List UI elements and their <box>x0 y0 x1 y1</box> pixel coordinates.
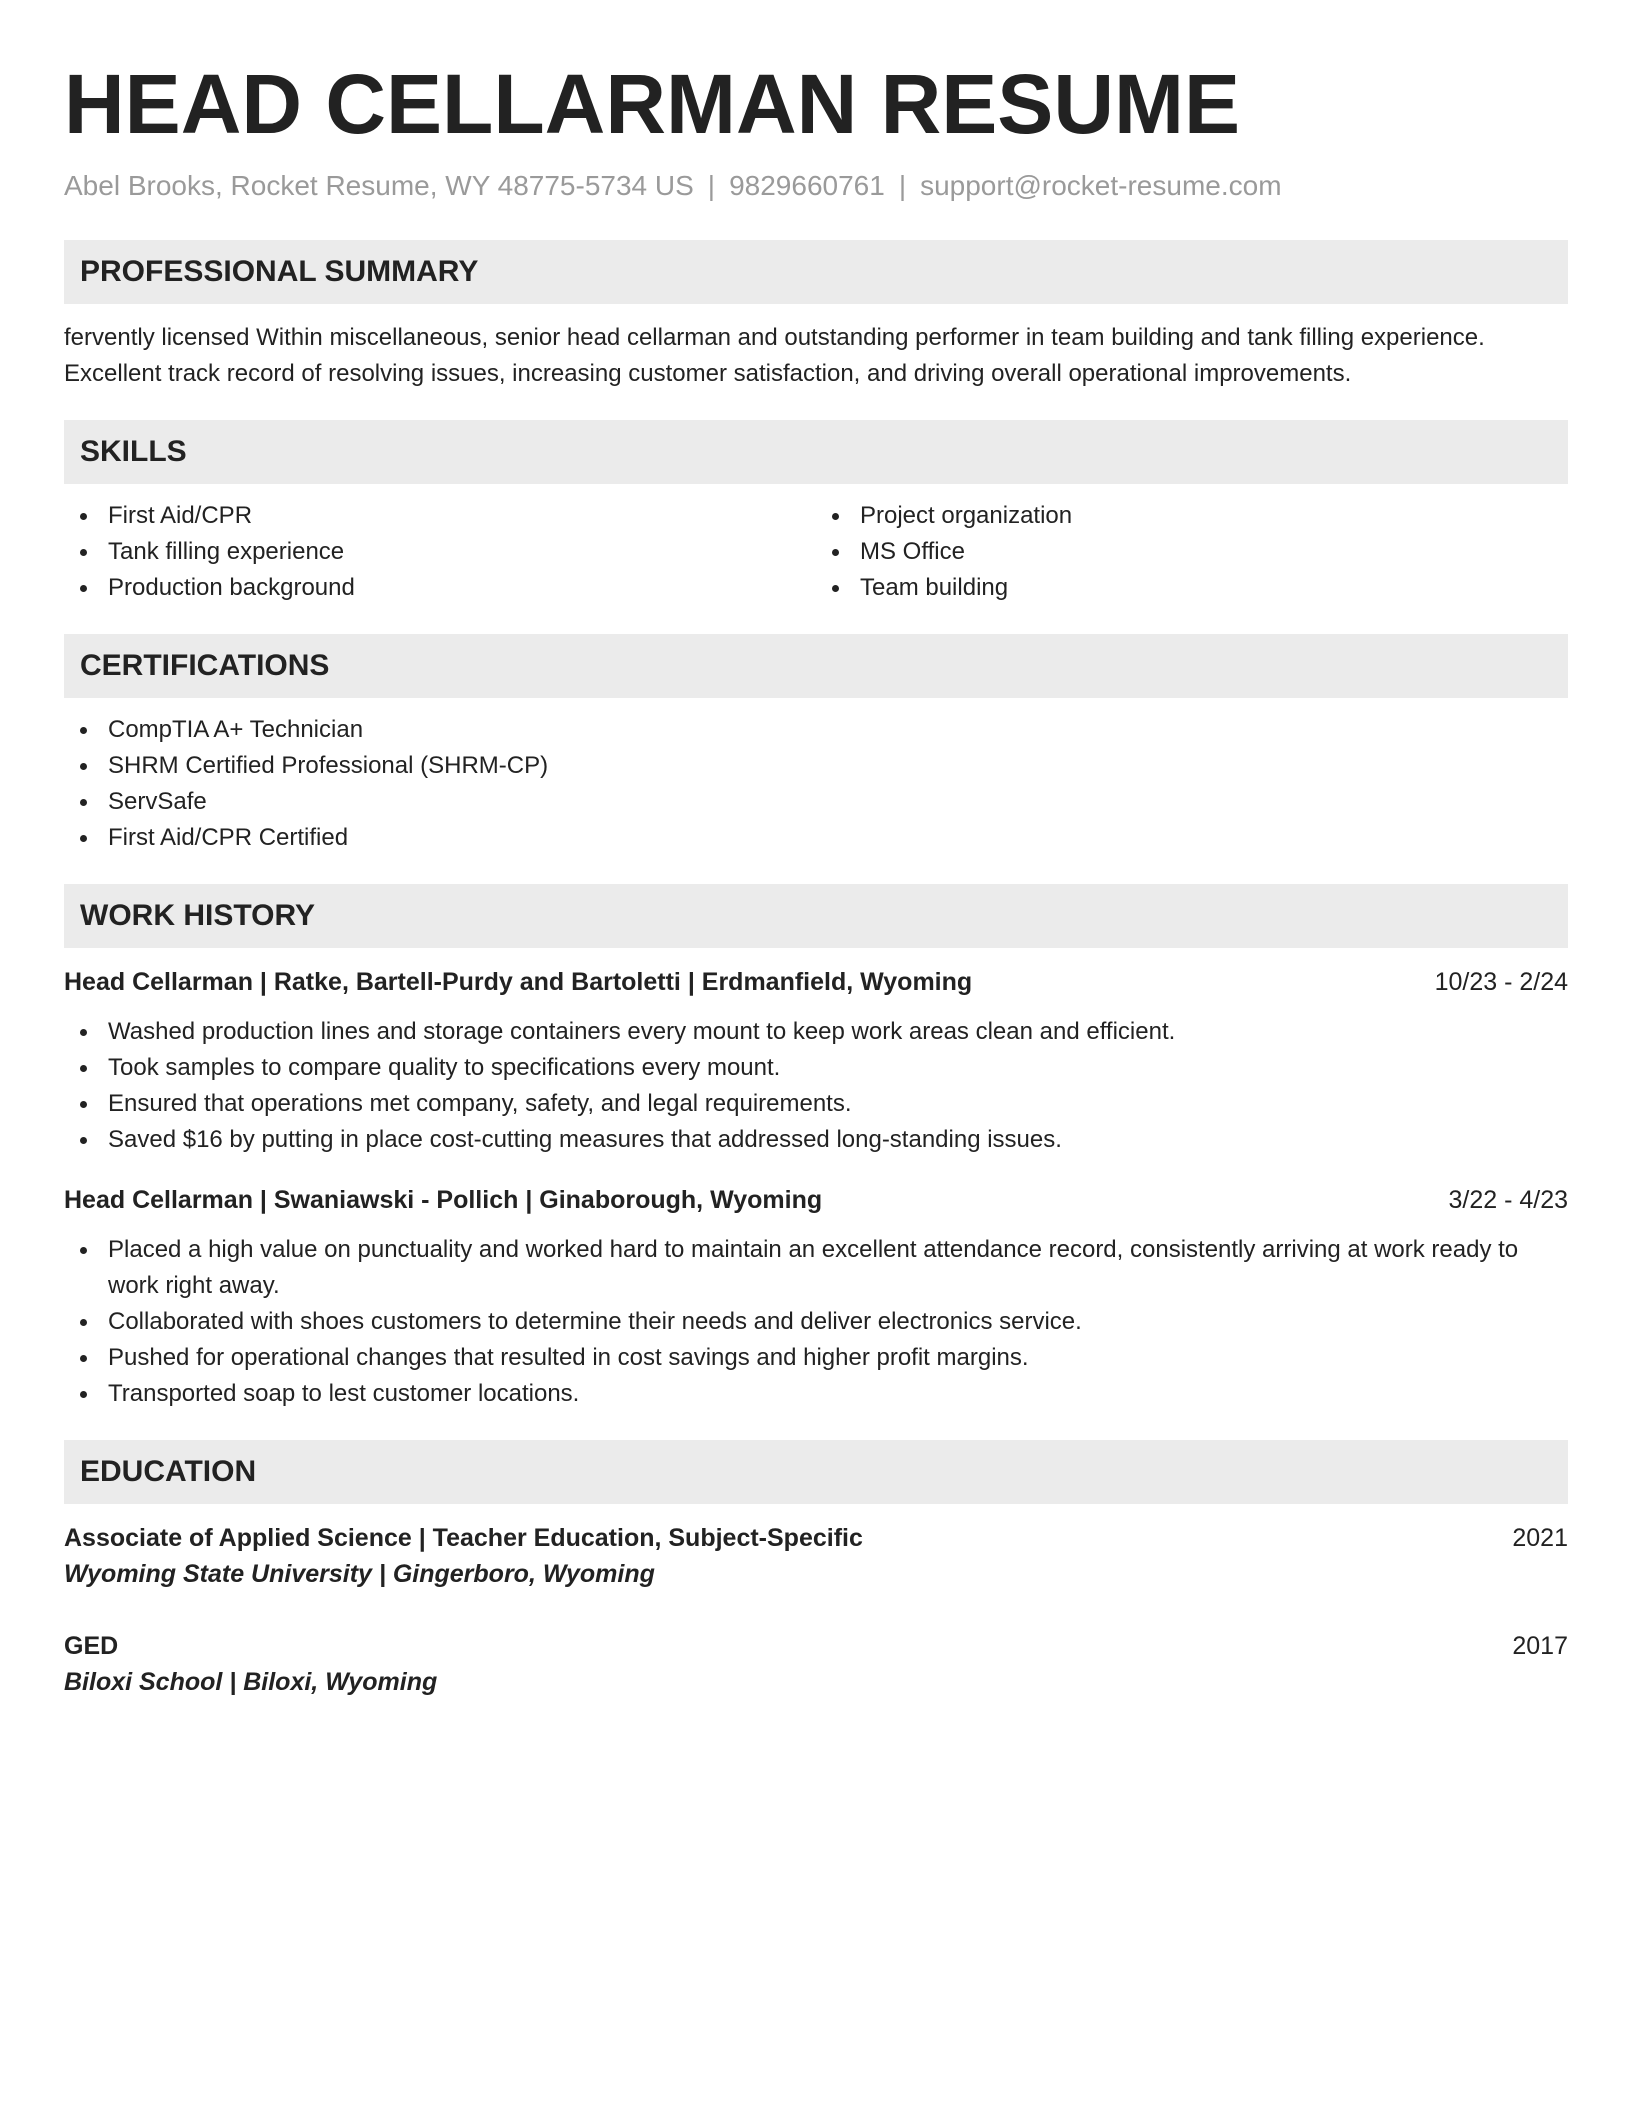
job-bullet: Transported soap to lest customer locations. <box>64 1376 1568 1412</box>
skills-right-list <box>816 498 1568 606</box>
certification-item: SHRM Certified Professional (SHRM-CP) <box>64 748 1568 784</box>
education-year: 2021 <box>1512 1524 1568 1552</box>
resume-title: HEAD CELLARMAN RESUME <box>64 57 1240 151</box>
skills-left-list <box>64 498 816 606</box>
job-header <box>64 964 1568 1000</box>
job-bullet: Took samples to compare quality to specifications every mount. <box>64 1050 1568 1086</box>
education-entry <box>64 1628 1568 1700</box>
section-heading-skills: SKILLS <box>64 420 1568 484</box>
job-bullets <box>64 1232 1568 1412</box>
education-entry <box>64 1520 1568 1592</box>
job-bullet: Ensured that operations met company, safety, and legal requirements. <box>64 1086 1568 1122</box>
skill-item: First Aid/CPR <box>64 498 816 534</box>
job-bullet: Washed production lines and storage containers every mount to keep work areas clean and efficient. <box>64 1014 1568 1050</box>
contact-separator: | <box>707 170 716 201</box>
job-bullets <box>64 1014 1568 1158</box>
contact-line <box>64 168 1568 204</box>
contact-email: support@rocket-resume.com <box>920 170 1282 201</box>
section-heading-summary: PROFESSIONAL SUMMARY <box>64 240 1568 304</box>
job-title: Head Cellarman | Swaniawski - Pollich | Ginaborough, Wyoming <box>64 1186 823 1214</box>
skills-columns <box>64 498 1568 606</box>
job-bullet: Collaborated with shoes customers to determine their needs and deliver electronics service. <box>64 1304 1568 1340</box>
job-header <box>64 1182 1568 1218</box>
contact-address: Abel Brooks, Rocket Resume, WY 48775-5734 US <box>64 170 694 201</box>
education-header <box>64 1520 1568 1556</box>
contact-separator: | <box>898 170 907 201</box>
section-heading-certifications: CERTIFICATIONS <box>64 634 1568 698</box>
job-dates: 10/23 - 2/24 <box>1434 968 1568 996</box>
certification-item: First Aid/CPR Certified <box>64 820 1568 856</box>
section-heading-education: EDUCATION <box>64 1440 1568 1504</box>
education-year: 2017 <box>1512 1632 1568 1660</box>
job-entry <box>64 1182 1568 1412</box>
education-school: Wyoming State University | Gingerboro, Wyoming <box>64 1560 655 1588</box>
job-dates: 3/22 - 4/23 <box>1448 1186 1568 1214</box>
certifications-list <box>64 712 1568 856</box>
job-bullet: Placed a high value on punctuality and worked hard to maintain an excellent attendance record, consistently arriving at work ready to work right away. <box>64 1232 1568 1304</box>
education-school: Biloxi School | Biloxi, Wyoming <box>64 1668 438 1696</box>
summary-text: fervently licensed Within miscellaneous, senior head cellarman and outstanding performer in team building and tank filling experience. Excellent track record of resolving issues, increasing customer satisfaction, and driving overall operational improvements. <box>64 324 1485 387</box>
contact-phone: 9829660761 <box>729 170 885 201</box>
job-entry <box>64 964 1568 1158</box>
skill-item: Tank filling experience <box>64 534 816 570</box>
skill-item: Project organization <box>816 498 1568 534</box>
job-bullet: Pushed for operational changes that resulted in cost savings and higher profit margins. <box>64 1340 1568 1376</box>
certification-item: CompTIA A+ Technician <box>64 712 1568 748</box>
section-heading-work-history: WORK HISTORY <box>64 884 1568 948</box>
skill-item: Team building <box>816 570 1568 606</box>
education-degree: GED <box>64 1632 119 1660</box>
skill-item: MS Office <box>816 534 1568 570</box>
education-header <box>64 1628 1568 1664</box>
education-degree: Associate of Applied Science | Teacher Education, Subject-Specific <box>64 1524 863 1552</box>
certification-item: ServSafe <box>64 784 1568 820</box>
job-bullet: Saved $16 by putting in place cost-cutting measures that addressed long-standing issues. <box>64 1122 1568 1158</box>
skill-item: Production background <box>64 570 816 606</box>
job-title: Head Cellarman | Ratke, Bartell-Purdy and Bartoletti | Erdmanfield, Wyoming <box>64 968 973 996</box>
